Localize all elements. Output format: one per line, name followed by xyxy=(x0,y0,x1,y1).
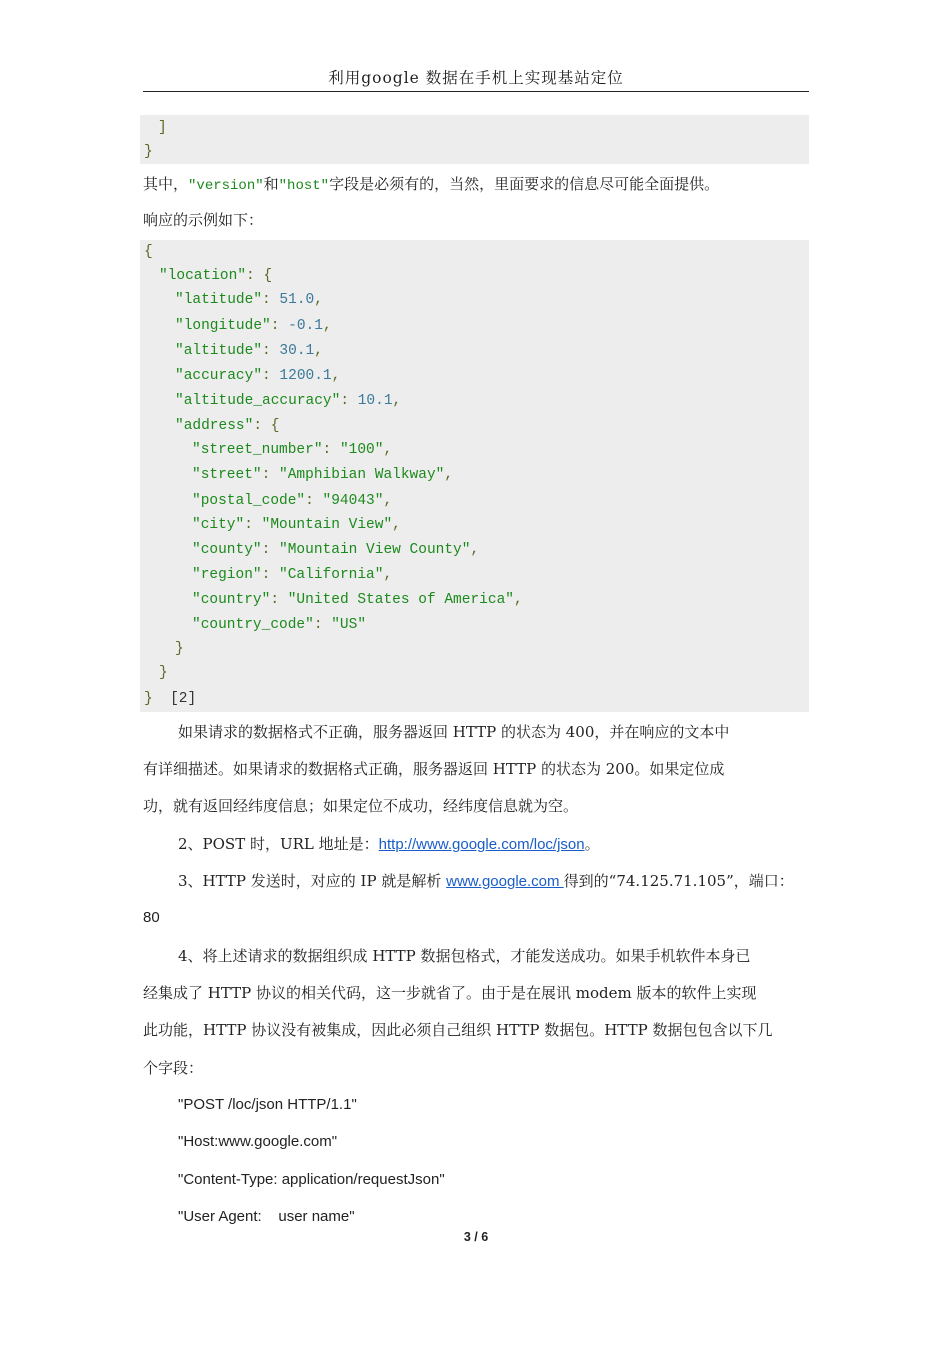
http-field: "POST /loc/json HTTP/1.1" xyxy=(178,1096,357,1113)
code-line: } [2] xyxy=(144,691,197,707)
code-line: "country": "United States of America", xyxy=(192,592,523,608)
page-number: 3 / 6 xyxy=(463,1230,489,1244)
package-paragraph-line: 个字段： xyxy=(143,1059,204,1077)
code-line: "longitude": -0.1, xyxy=(175,318,332,334)
http-field: "Host:www.google.com" xyxy=(178,1133,338,1150)
post-paragraph: 2、POST 时，URL 地址是：http://www.google.com/loc/json。 xyxy=(178,835,600,853)
intro-paragraph-2: 响应的示例如下： xyxy=(143,211,264,229)
code-line: "altitude_accuracy": 10.1, xyxy=(175,393,402,409)
http-field: "Content-Type: application/requestJson" xyxy=(178,1171,445,1188)
package-paragraph-line: 经集成了 HTTP 协议的相关代码，这一步就省了。由于是在展讯 modem 版本的软件上实现 xyxy=(143,984,757,1002)
code-line: "country_code": "US" xyxy=(192,617,367,633)
code-line: "postal_code": "94043", xyxy=(192,493,393,509)
code-line: "address": { xyxy=(175,418,280,434)
code-line: } xyxy=(159,665,168,681)
code-line: "street": "Amphibian Walkway", xyxy=(192,467,454,483)
code-line: "region": "California", xyxy=(192,567,393,583)
http-paragraph: 3、HTTP 发送时，对应的 IP 就是解析 www.google.com 得到的“74.125.71.105”，端口： xyxy=(178,872,794,890)
error-paragraph-line: 功，就有返回经纬度信息；如果定位不成功，经纬度信息就为空。 xyxy=(143,797,579,815)
page-header: 利用google 数据在手机上实现基站定位 xyxy=(328,69,624,87)
text: 和 xyxy=(263,175,279,193)
post-url-link[interactable]: http://www.google.com/loc/json xyxy=(378,836,585,853)
text: 其中， xyxy=(143,175,189,193)
code-line: "county": "Mountain View County", xyxy=(192,542,480,558)
version-field: "version" xyxy=(188,178,264,194)
header-rule xyxy=(143,91,809,92)
intro-paragraph xyxy=(143,174,809,196)
http-port: 80 xyxy=(143,909,160,926)
code-line: "city": "Mountain View", xyxy=(192,517,401,533)
code-line: ] xyxy=(158,120,167,136)
http-field: "User Agent: user name" xyxy=(178,1208,355,1225)
request-code-tail xyxy=(140,115,809,164)
package-paragraph-line: 4、将上述请求的数据组织成 HTTP 数据包格式，才能发送成功。如果手机软件本身已 xyxy=(178,947,751,965)
package-paragraph-line: 此功能，HTTP 协议没有被集成，因此必须自己组织 HTTP 数据包。HTTP 数据包包含以下几 xyxy=(143,1021,773,1039)
error-paragraph-line: 如果请求的数据格式不正确，服务器返回 HTTP 的状态为 400，并在响应的文本中 xyxy=(178,723,730,741)
response-code-block xyxy=(140,240,809,712)
code-line: "accuracy": 1200.1, xyxy=(175,368,341,384)
code-line: } xyxy=(144,144,153,160)
reference-marker: [2] xyxy=(170,691,197,707)
google-link[interactable]: www.google.com xyxy=(446,873,564,890)
host-field: "host" xyxy=(278,178,330,194)
code-line: } xyxy=(175,641,184,657)
code-line: "latitude": 51.0, xyxy=(175,292,323,308)
code-line: "altitude": 30.1, xyxy=(175,343,323,359)
code-line: "street_number": "100", xyxy=(192,442,393,458)
error-paragraph-line: 有详细描述。如果请求的数据格式正确，服务器返回 HTTP 的状态为 200。如果定位成 xyxy=(143,760,725,778)
code-line: { xyxy=(144,244,153,260)
code-line: "location": { xyxy=(159,268,273,284)
text: 字段是必须有的，当然，里面要求的信息尽可能全面提供。 xyxy=(329,175,720,193)
